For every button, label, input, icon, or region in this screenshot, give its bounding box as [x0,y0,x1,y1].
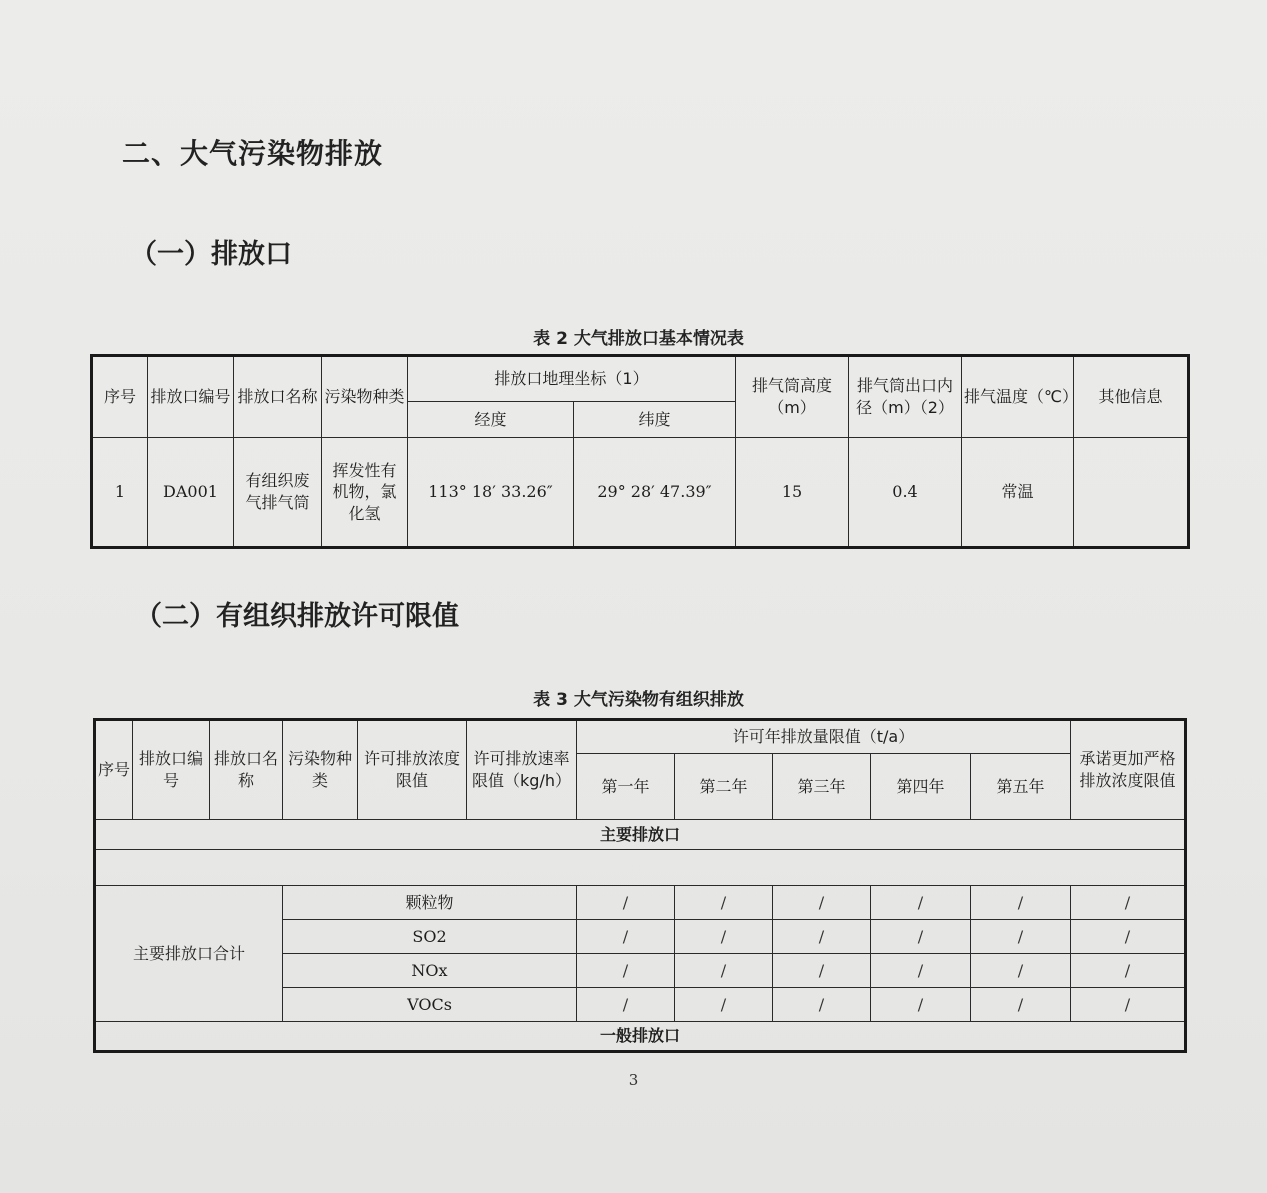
header-pollutant: 污染物种类 [322,356,408,438]
header-year1: 第一年 [577,754,675,820]
header-lat: 纬度 [574,402,736,438]
header-temp: 排气温度（℃） [962,356,1074,438]
cell-y3: / [773,988,871,1022]
table-row [95,886,1186,920]
total-pollutant: VOCs [283,988,577,1022]
cell-y1: / [577,954,675,988]
cell-stricter: / [1071,886,1186,920]
cell-y4: / [871,954,971,988]
cell-outlet-name: 有组织废气排气筒 [234,438,322,548]
header-year2: 第二年 [675,754,773,820]
header-annual: 许可年排放量限值（t/a） [577,720,1071,754]
total-pollutant: 颗粒物 [283,886,577,920]
cell-diameter: 0.4 [849,438,962,548]
header-year5: 第五年 [971,754,1071,820]
cell-other [1074,438,1189,548]
cell-y3: / [773,886,871,920]
cell-y4: / [871,886,971,920]
subsection-heading-limits: （二）有组织排放许可限值 [135,601,459,632]
cell-temp: 常温 [962,438,1074,548]
cell-y1: / [577,920,675,954]
outlet-info-table [90,354,1190,549]
cell-y2: / [675,988,773,1022]
header-lon: 经度 [408,402,574,438]
header-height: 排气筒高度（m） [736,356,849,438]
header-diameter: 排气筒出口内径（m）（2） [849,356,962,438]
cell-y5: / [971,988,1071,1022]
cell-y2: / [675,920,773,954]
cell-y1: / [577,886,675,920]
header-outlet-name: 排放口名称 [210,720,283,820]
section-heading: 二、大气污染物排放 [122,137,384,170]
subsection-heading-outlets: （一）排放口 [130,239,292,270]
cell-y4: / [871,920,971,954]
table3-caption: 表 3 大气污染物有组织排放 [533,690,744,710]
table2-caption: 表 2 大气排放口基本情况表 [533,329,744,349]
header-seq: 序号 [95,720,133,820]
cell-y5: / [971,920,1071,954]
cell-y2: / [675,954,773,988]
cell-stricter: / [1071,954,1186,988]
header-pollutant: 污染物种类 [283,720,358,820]
cell-y5: / [971,886,1071,920]
cell-y5: / [971,954,1071,988]
cell-pollutant: 挥发性有机物，氯化氢 [322,438,408,548]
section-main-outlets: 主要排放口 [95,820,1186,850]
header-year4: 第四年 [871,754,971,820]
cell-lat: 29° 28′ 47.39″ [574,438,736,548]
header-coords: 排放口地理坐标（1） [408,356,736,402]
header-outlet-code: 排放口编号 [133,720,210,820]
page-number: 3 [628,1071,639,1089]
header-seq: 序号 [92,356,148,438]
total-label: 主要排放口合计 [95,886,283,1022]
cell-y2: / [675,886,773,920]
cell-height: 15 [736,438,849,548]
blank-row [95,850,1186,886]
header-outlet-code: 排放口编号 [148,356,234,438]
cell-outlet-code: DA001 [148,438,234,548]
cell-seq: 1 [92,438,148,548]
header-year3: 第三年 [773,754,871,820]
emission-limits-table [93,718,1187,1053]
total-pollutant: NOx [283,954,577,988]
total-pollutant: SO2 [283,920,577,954]
cell-stricter: / [1071,920,1186,954]
cell-y3: / [773,920,871,954]
cell-y3: / [773,954,871,988]
header-rate-limit: 许可排放速率限值（kg/h） [467,720,577,820]
cell-y4: / [871,988,971,1022]
header-conc-limit: 许可排放浓度限值 [358,720,467,820]
cell-lon: 113° 18′ 33.26″ [408,438,574,548]
cell-y1: / [577,988,675,1022]
table-row [92,438,1189,548]
cell-stricter: / [1071,988,1186,1022]
header-outlet-name: 排放口名称 [234,356,322,438]
header-stricter: 承诺更加严格排放浓度限值 [1071,720,1186,820]
section-general-outlets: 一般排放口 [95,1022,1186,1052]
header-other: 其他信息 [1074,356,1189,438]
